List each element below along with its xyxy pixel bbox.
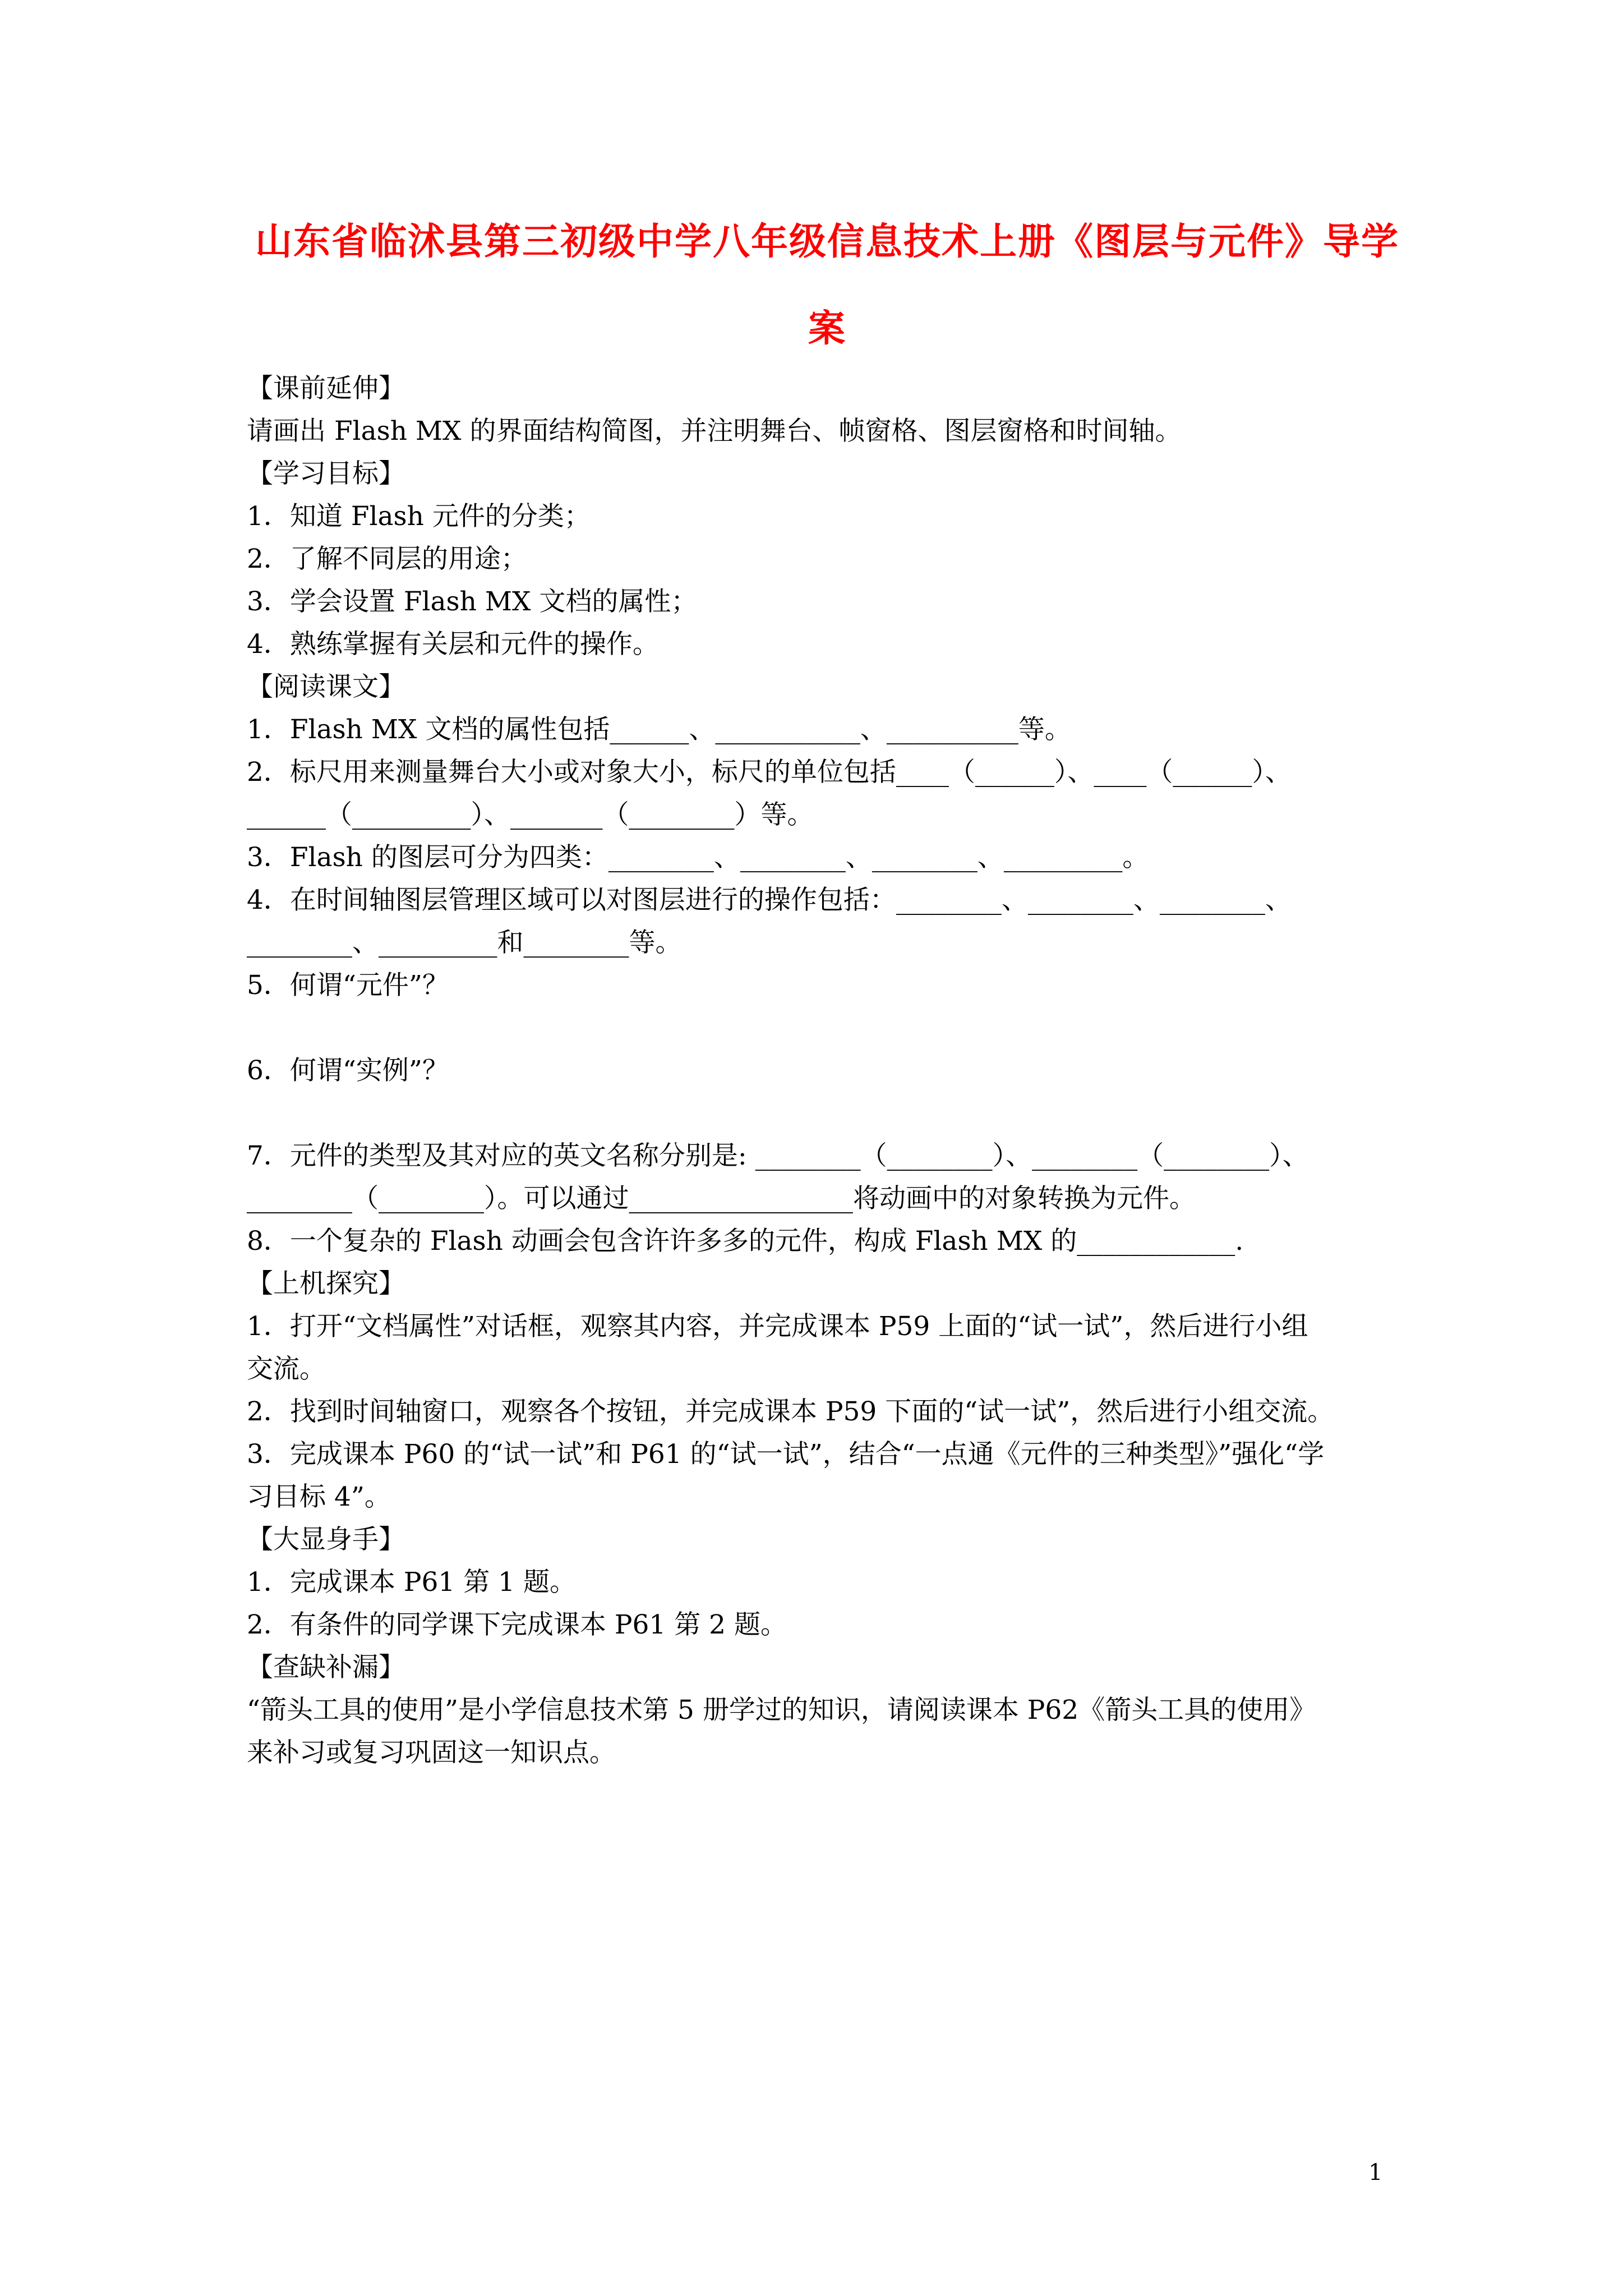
section-heading-pre-class: 【课前延伸】 — [247, 373, 405, 404]
answer-space — [247, 1092, 1402, 1135]
list-item: 4．熟练掌握有关层和元件的操作。 — [247, 629, 659, 660]
list-item: 2．找到时间轴窗口，观察各个按钮，并完成课本 P59 下面的“试一试”，然后进行小组交流。 — [247, 1396, 1334, 1427]
question-line: 3．Flash 的图层可分为四类：________、________、________、_________。 — [247, 842, 1149, 873]
document-title-line-2: 案 — [808, 306, 846, 350]
list-item: 3．学会设置 Flash MX 文档的属性； — [247, 586, 698, 617]
list-item: 1．打开“文档属性”对话框，观察其内容，并完成课本 P59 上面的“试一试”，然后进行小组 — [247, 1311, 1308, 1342]
section-heading-reading: 【阅读课文】 — [247, 671, 405, 702]
section-heading-review: 【查缺补漏】 — [247, 1652, 405, 1683]
list-item: 习目标 4”。 — [247, 1481, 391, 1512]
list-item: 3．完成课本 P60 的“试一试”和 P61 的“试一试”，结合“一点通《元件的三种类型》”强化“学 — [247, 1439, 1325, 1470]
document-title-line-1: 山东省临沭县第三初级中学八年级信息技术上册《图层与元件》导学 — [255, 219, 1399, 263]
question-line: ________（________）。可以通过_________________将动画中的对象转换为元件。 — [247, 1183, 1196, 1214]
question-line: 1．Flash MX 文档的属性包括______、___________、__________等。 — [247, 714, 1071, 745]
answer-space — [247, 1007, 1402, 1050]
section-heading-objectives: 【学习目标】 — [247, 458, 405, 489]
paragraph: “箭头工具的使用”是小学信息技术第 5 册学过的知识，请阅读课本 P62《箭头工具的使用》 — [247, 1695, 1316, 1726]
question-line: ______（_________）、_______（________）等。 — [247, 799, 814, 830]
question-line: 8．一个复杂的 Flash 动画会包含许许多多的元件，构成 Flash MX 的____________. — [247, 1226, 1244, 1257]
question-line: 5．何谓“元件”？ — [247, 970, 449, 1001]
paragraph: 请画出 Flash MX 的界面结构简图，并注明舞台、帧窗格、图层窗格和时间轴。 — [247, 416, 1182, 447]
list-item: 交流。 — [247, 1354, 326, 1384]
paragraph: 来补习或复习巩固这一知识点。 — [247, 1737, 616, 1768]
page-number: 1 — [1368, 2160, 1383, 2185]
section-heading-show: 【大显身手】 — [247, 1524, 405, 1555]
section-heading-practice: 【上机探究】 — [247, 1268, 405, 1299]
question-line: 6．何谓“实例”？ — [247, 1055, 449, 1086]
question-line: 7．元件的类型及其对应的英文名称分别是: ________（________）、________（________）、 — [247, 1140, 1309, 1171]
question-line: 4．在时间轴图层管理区域可以对图层进行的操作包括：________、________、________、 — [247, 885, 1292, 915]
list-item: 2．有条件的同学课下完成课本 P61 第 2 题。 — [247, 1609, 787, 1640]
list-item: 1．知道 Flash 元件的分类； — [247, 501, 591, 532]
list-item: 1．完成课本 P61 第 1 题。 — [247, 1567, 576, 1598]
question-line: 2．标尺用来测量舞台大小或对象大小，标尺的单位包括____（______）、____（______）、 — [247, 757, 1292, 788]
list-item: 2．了解不同层的用途； — [247, 544, 527, 574]
question-line: ________、_________和________等。 — [247, 927, 682, 958]
document-body — [247, 367, 1402, 1774]
